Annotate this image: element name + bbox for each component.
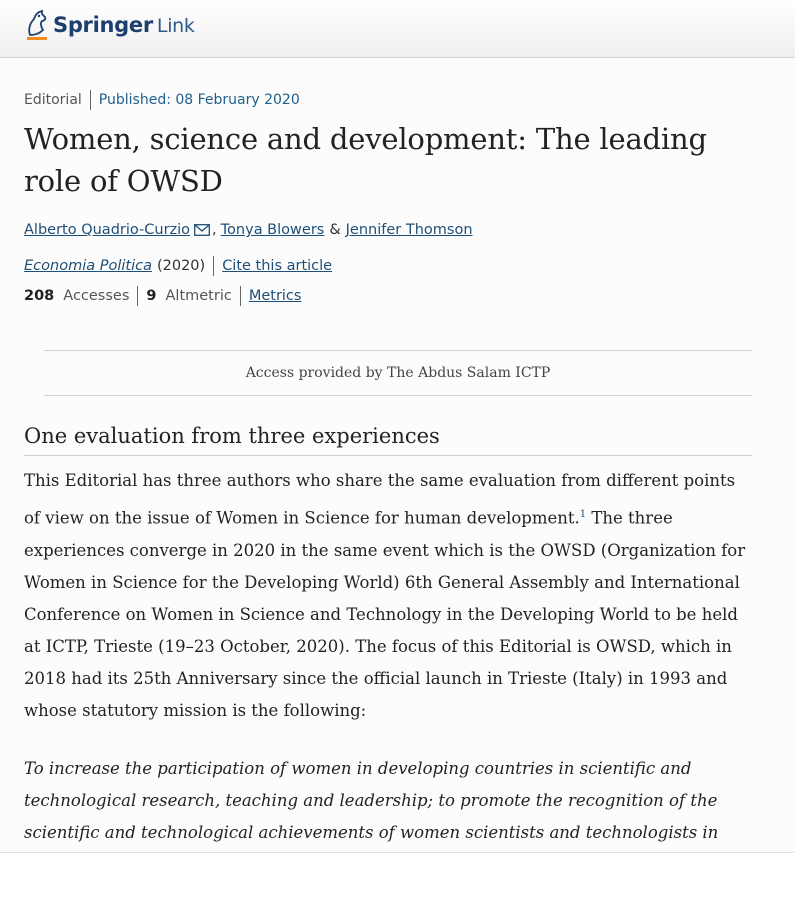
journal-year: (2020) — [156, 258, 206, 274]
email-icon[interactable] — [194, 224, 210, 236]
mission-quote: To increase the participation of women in developing countries in scientific and technological research, teaching and leadership; to promote the recognition of the scientific and technological achievements of women scientists and technologists in — [24, 758, 719, 842]
metrics-divider-1 — [137, 286, 138, 306]
brand-bold: Springer — [53, 13, 153, 37]
author-separator: , — [212, 222, 217, 238]
article-meta — [24, 90, 752, 110]
article-metrics — [24, 286, 752, 306]
author-list — [24, 222, 752, 238]
springer-link-logo[interactable] — [24, 9, 195, 41]
site-header — [0, 0, 795, 58]
article-header — [24, 90, 752, 306]
brand-name — [53, 13, 195, 37]
author-link-thomson[interactable]: Jennifer Thomson — [345, 222, 473, 238]
metrics-link[interactable]: Metrics — [248, 288, 302, 304]
footnote-link[interactable]: 1 — [579, 509, 587, 520]
section-heading: One evaluation from three experiences — [24, 420, 752, 456]
brand-light: Link — [156, 15, 195, 37]
journal-link[interactable]: Economia Politica — [24, 258, 152, 274]
meta-divider — [90, 90, 91, 110]
altmetric-label: Altmetric — [165, 288, 232, 304]
paragraph-end: The three experiences converge in 2020 in the same event which is the OWSD (Organization for Women in Science for the Developing World) 6th General Assembly and International Conference on Women in Science and Technology in the Developing World to be held at ICTP, Trieste (19–23 October, 2020). The focus of this Editorial is OWSD, which in 2018 had its 25th Anniversary since the official launch in Trieste (Italy) in 1993 and whose statutory mission is the following: — [24, 508, 746, 720]
bottom-overlay — [0, 852, 795, 902]
published-date: Published: 08 February 2020 — [98, 92, 300, 108]
article-title: Women, science and development: The leading role of OWSD — [24, 122, 707, 198]
springer-horse-icon — [24, 9, 50, 41]
article-section — [24, 420, 752, 881]
article-type: Editorial — [24, 92, 82, 108]
paragraph-start: This Editorial has three authors who share the same evaluation from different points of view on the issue of Women in Science for human development. — [24, 471, 736, 528]
accesses-count: 208 — [24, 288, 55, 304]
journal-line — [24, 256, 752, 276]
author-ampersand: & — [329, 222, 341, 238]
metrics-divider-2 — [240, 286, 241, 306]
author-link-blowers[interactable]: Tonya Blowers — [220, 222, 325, 238]
section-paragraph — [24, 465, 752, 727]
author-link-quadrio-curzio[interactable]: Alberto Quadrio-Curzio — [24, 222, 191, 238]
journal-divider — [213, 256, 214, 276]
altmetric-count: 9 — [146, 288, 157, 304]
accesses-label: Accesses — [63, 288, 130, 304]
cite-article-link[interactable]: Cite this article — [222, 258, 333, 274]
access-banner: Access provided by The Abdus Salam ICTP — [44, 350, 752, 396]
